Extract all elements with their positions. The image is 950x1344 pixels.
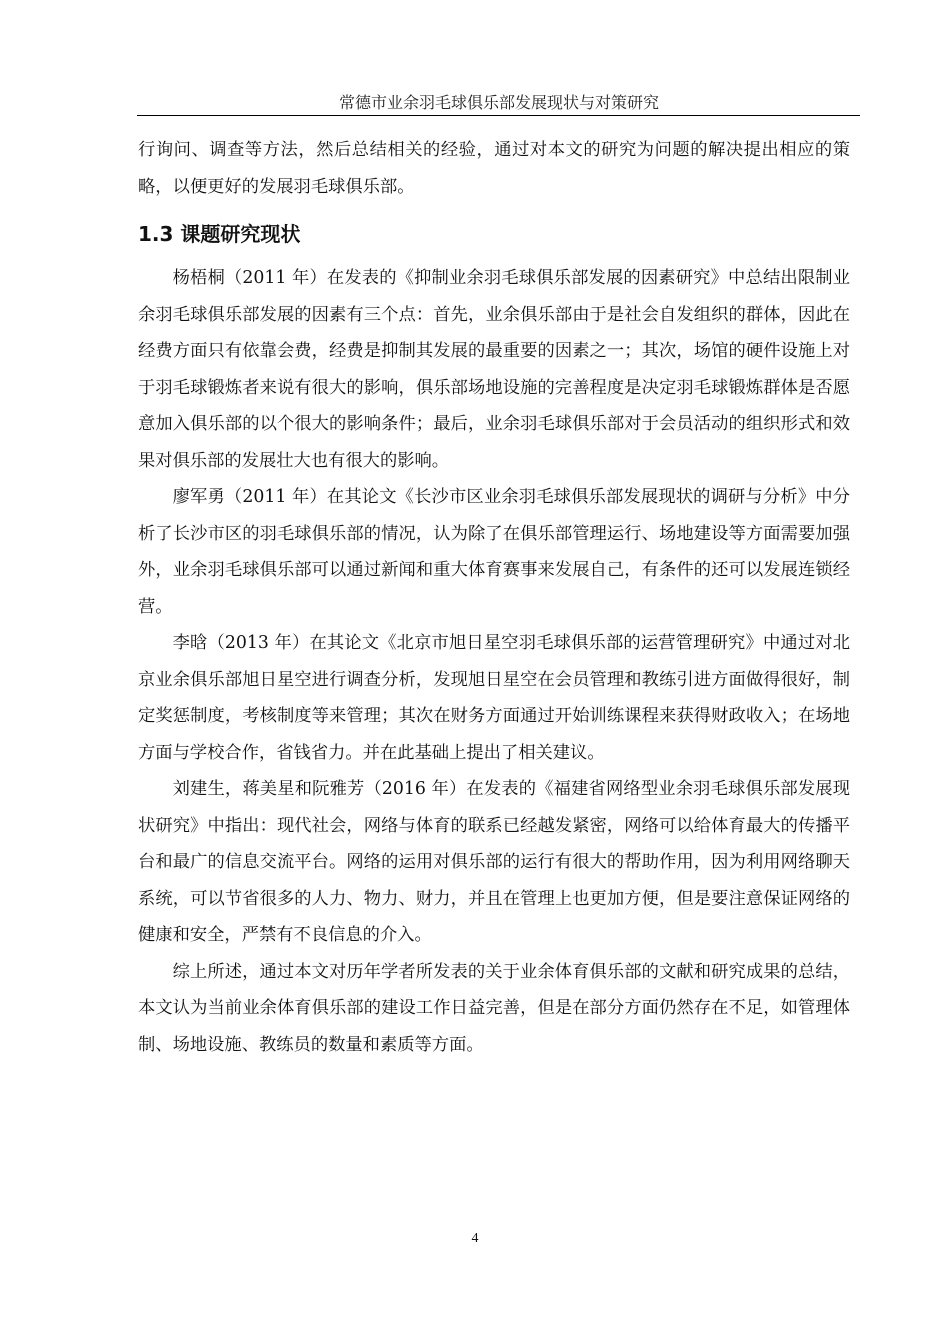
header-divider	[137, 115, 860, 116]
running-header-title: 常德市业余羽毛球俱乐部发展现状与对策研究	[338, 93, 659, 112]
intro-paragraph: 行询问、调查等方法，然后总结相关的经验，通过对本文的研究为问题的解决提出相应的策略，以便更好的发展羽毛球俱乐部。	[138, 140, 850, 197]
section-heading: 1.3 课题研究现状	[138, 222, 301, 246]
page-number: 4	[471, 1231, 479, 1246]
body-paragraph-3: 李晗（2013 年）在其论文《北京市旭日星空羽毛球俱乐部的运营管理研究》中通过对北京业余俱乐部旭日星空进行调查分析，发现旭日星空在会员管理和教练引进方面做得很好，制定奖惩制度，考核制度等来管理；其次在财务方面通过开始训练课程来获得财政收入；在场地方面与学校合作，省钱省力。并在此基础上提出了相关建议。	[138, 633, 850, 763]
body-paragraph-2: 廖军勇（2011 年）在其论文《长沙市区业余羽毛球俱乐部发展现状的调研与分析》中分析了长沙市区的羽毛球俱乐部的情况，认为除了在俱乐部管理运行、场地建设等方面需要加强外，业余羽毛球俱乐部可以通过新闻和重大体育赛事来发展自己，有条件的还可以发展连锁经营。	[138, 487, 850, 617]
body-paragraph-5: 综上所述，通过本文对历年学者所发表的关于业余体育俱乐部的文献和研究成果的总结，本文认为当前业余体育俱乐部的建设工作日益完善，但是在部分方面仍然存在不足，如管理体制、场地设施、教练员的数量和素质等方面。	[138, 961, 850, 1055]
body-paragraph-1: 杨梧桐（2011 年）在发表的《抑制业余羽毛球俱乐部发展的因素研究》中总结出限制业余羽毛球俱乐部发展的因素有三个点：首先，业余俱乐部由于是社会自发组织的群体，因此在经费方面只有依靠会费，经费是抑制其发展的最重要的因素之一；其次，场馆的硬件设施上对于羽毛球锻炼者来说有很大的影响，俱乐部场地设施的完善程度是决定羽毛球锻炼群体是否愿意加入俱乐部的以个很大的影响条件；最后，业余羽毛球俱乐部对于会员活动的组织形式和效果对俱乐部的发展壮大也有很大的影响。	[138, 268, 850, 471]
body-paragraph-4: 刘建生，蒋美星和阮雅芳（2016 年）在发表的《福建省网络型业余羽毛球俱乐部发展现状研究》中指出：现代社会，网络与体育的联系已经越发紧密，网络可以给体育最大的传播平台和最广的信息交流平台。网络的运用对俱乐部的运行有很大的帮助作用，因为利用网络聊天系统，可以节省很多的人力、物力、财力，并且在管理上也更加方便，但是要注意保证网络的健康和安全，严禁有不良信息的介入。	[138, 779, 850, 945]
page-body	[138, 132, 850, 1063]
